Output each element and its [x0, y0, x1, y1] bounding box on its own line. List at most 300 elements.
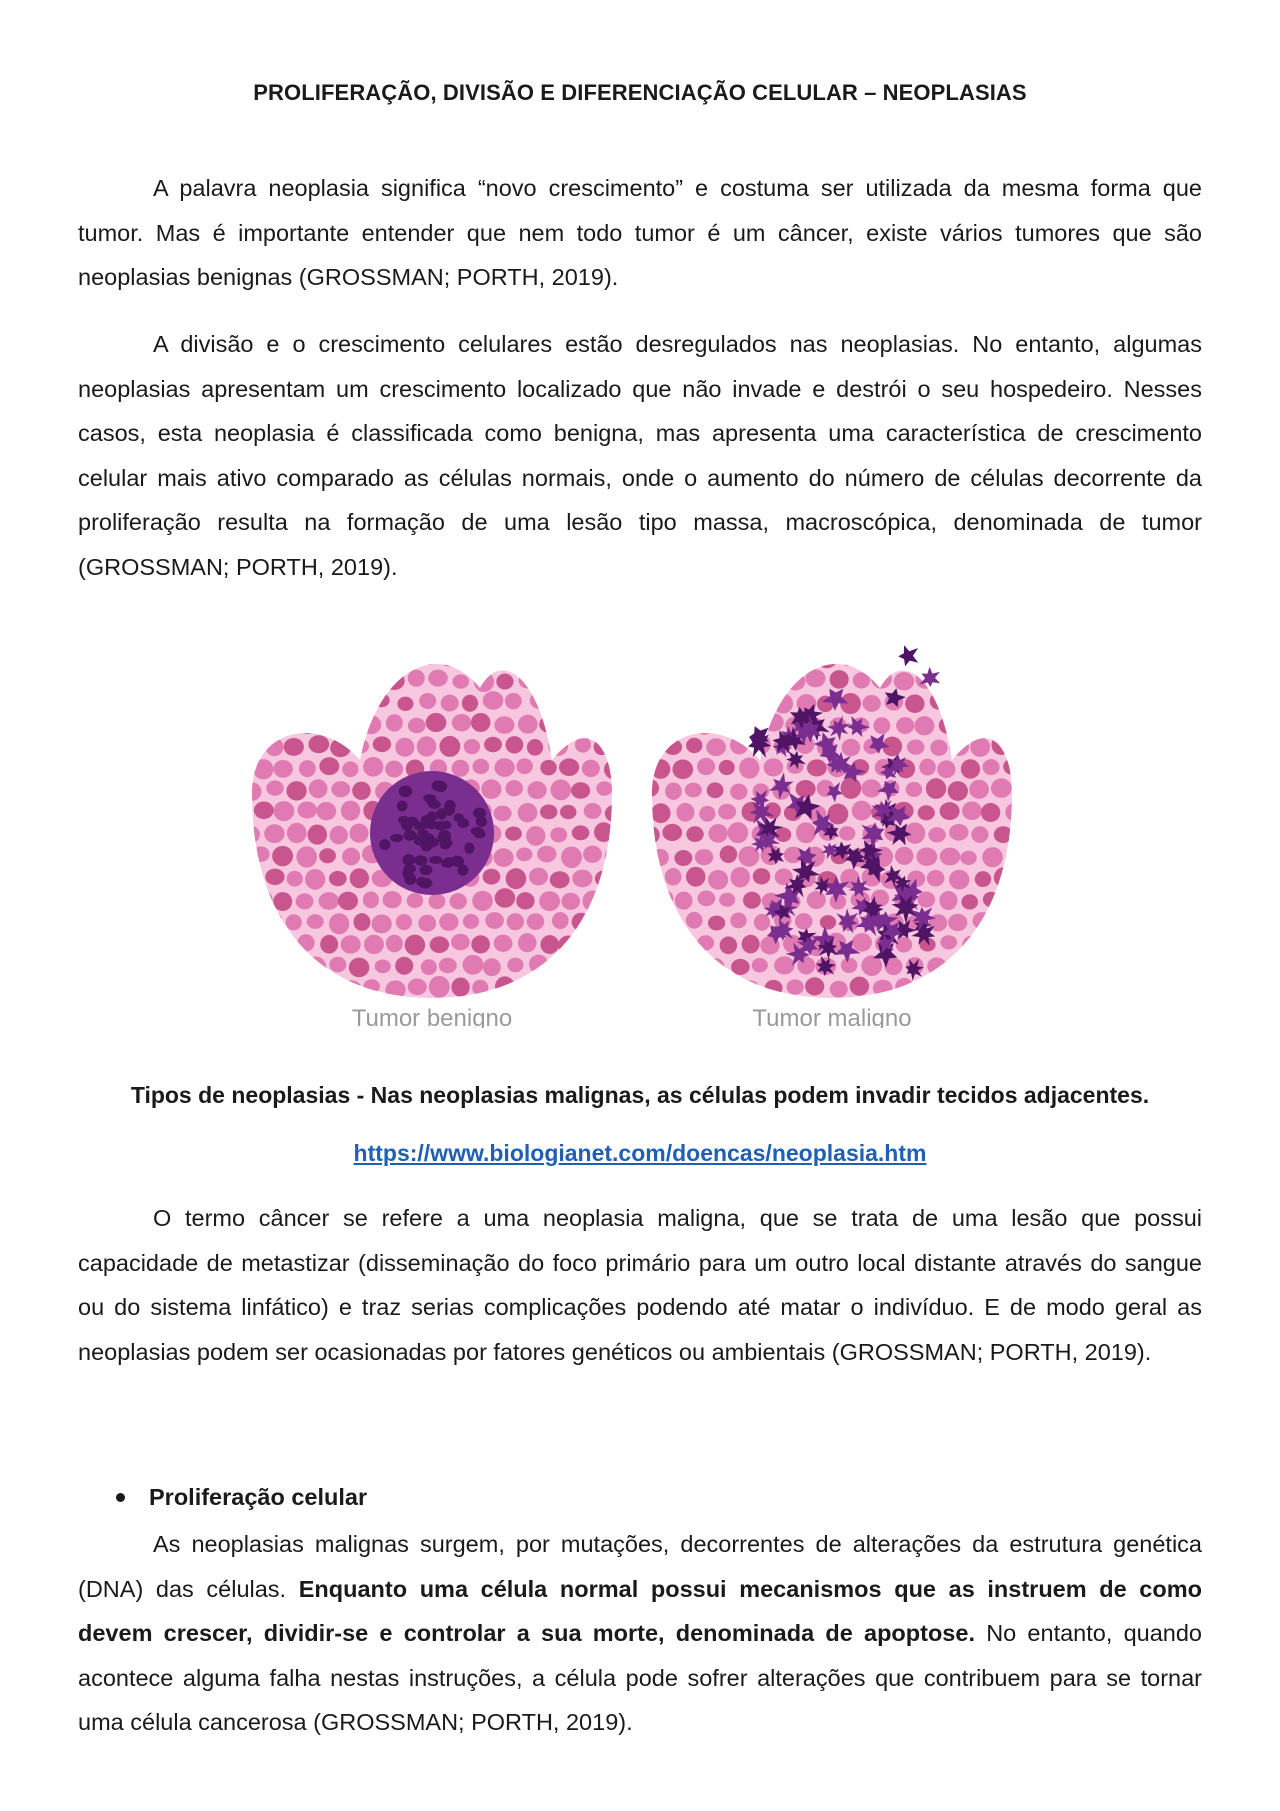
tissue-cell: [743, 892, 761, 909]
tissue-cell: [807, 759, 827, 776]
tissue-cell: [428, 670, 448, 687]
tissue-cell: [605, 847, 624, 865]
tissue-cell: [516, 892, 534, 909]
tissue-cell: [787, 979, 804, 994]
tissue-cell: [710, 695, 727, 711]
tissue-cell: [731, 959, 750, 975]
tissue-cell: [961, 894, 978, 909]
tissue-cell: [940, 848, 961, 866]
tissue-cell: [616, 956, 634, 974]
tissue-cell: [298, 716, 318, 734]
tissue-cell: [353, 913, 370, 931]
tissue-cell: [583, 937, 602, 953]
tissue-cell: [740, 673, 758, 690]
tissue-cell: [719, 760, 735, 775]
tissue-cell: [616, 780, 633, 797]
tissue-cell: [560, 805, 576, 819]
tissue-cell: [582, 760, 600, 778]
tissue-cell: [617, 913, 633, 930]
paragraph-intro: A palavra neoplasia significa “novo crescimento” e costuma ser utilizada da mesma forma que tumor. Mas é importante entender que nem todo tumor é um câncer, existe vários tumores que são neoplasias benignas (GROSSMAN; PORTH, 2019).: [78, 175, 1202, 290]
bullet-icon: [116, 1493, 125, 1502]
tissue-cell: [654, 890, 673, 906]
tissue-cell: [1005, 848, 1025, 867]
tissue-cell: [991, 958, 1012, 976]
tissue-cell: [349, 824, 368, 843]
tissue-cell: [694, 714, 714, 734]
tissue-cell: [686, 912, 703, 929]
tissue-cell: [507, 913, 524, 930]
tissue-cell: [241, 826, 260, 843]
tissue-cell: [240, 800, 251, 819]
tumor-figure: [240, 628, 1040, 1028]
tissue-cell: [308, 647, 328, 666]
tissue-cell: [594, 822, 613, 842]
tissue-cell: [918, 891, 936, 907]
tissue-cell: [255, 935, 272, 951]
tissue-cell: [595, 870, 613, 886]
benign-cell: [443, 804, 455, 816]
tissue-cell: [595, 646, 615, 666]
tissue-cell: [386, 714, 403, 731]
tissue-cell: [364, 935, 384, 954]
paragraph-cancer: O termo câncer se refere a uma neoplasia maligna, que se trata de uma lesão que possui capacidade de metastizar (disseminação do foco primário para um outro local distante através do sangue ou do sistema linfático) e traz serias complicações podendo até matar o indivíduo. E de modo geral as neoplasias podem ser ocasionadas por fatores genéticos ou ambientais (GROSSMAN; PORTH, 2019).: [78, 1205, 1202, 1365]
tissue-cell: [718, 804, 736, 820]
tissue-cell: [540, 760, 556, 775]
tissue-cell: [538, 979, 555, 996]
tissue-cell: [397, 697, 413, 711]
tissue-cell: [916, 979, 932, 994]
tissue-cell: [526, 826, 545, 846]
benign-tumor-mass: [370, 771, 494, 895]
tissue-cell: [632, 847, 648, 863]
tissue-cell: [529, 868, 548, 886]
tissue-cell: [665, 868, 682, 885]
tissue-cell: [330, 647, 351, 667]
benign-cell: [421, 841, 433, 852]
tissue-cell: [439, 647, 458, 666]
tissue-cell: [317, 673, 336, 690]
tissue-cell: [329, 913, 349, 934]
tissue-cell: [732, 693, 749, 710]
tissue-cell: [606, 980, 623, 995]
tissue-cell: [342, 848, 360, 866]
tissue-cell: [395, 738, 414, 757]
tissue-cell: [516, 847, 532, 861]
tissue-cell: [631, 937, 649, 955]
tissue-cell: [752, 958, 768, 972]
tissue-cell: [421, 959, 437, 975]
tissue-cell: [720, 936, 737, 954]
tissue-cell: [272, 846, 293, 866]
tissue-cell: [240, 761, 250, 778]
tissue-cell: [631, 672, 649, 691]
tissue-cell: [861, 955, 882, 976]
tissue-cell: [961, 673, 979, 690]
tissue-cell: [871, 669, 892, 689]
tissue-cell: [265, 869, 284, 885]
tissue-cell: [375, 959, 391, 973]
tissue-cell: [594, 739, 610, 755]
tissue-cell: [707, 782, 724, 798]
tissue-cell: [275, 976, 294, 996]
tissue-cell: [796, 648, 817, 669]
tissue-cell: [551, 779, 571, 800]
benign-cell: [399, 786, 413, 797]
tissue-cell: [895, 978, 913, 996]
tissue-cell: [774, 956, 794, 974]
tissue-cell: [240, 956, 260, 977]
tissue-cell: [930, 692, 948, 709]
tissue-cell: [960, 851, 977, 865]
tissue-cell: [561, 846, 582, 868]
tissue-cell: [651, 849, 668, 866]
tissue-cell: [663, 695, 681, 712]
tissue-cell: [951, 692, 970, 708]
tissue-cell: [419, 647, 439, 665]
tissue-cell: [631, 802, 650, 821]
tissue-cell: [764, 758, 784, 776]
tissue-cell: [507, 958, 523, 973]
tissue-cell: [687, 648, 705, 665]
tissue-cell: [505, 826, 522, 840]
tissue-cell: [853, 672, 870, 688]
tissue-cell: [563, 673, 581, 690]
paragraph-benign: A divisão e o crescimento celulares estão desregulados nas neoplasias. No entanto, algumas neoplasias apresentam um crescimento localizado que não invade e destrói o seu hospedeiro. Nesses casos, esta neoplasia é classificada como benigna, mas apresenta uma característica de crescimento celular mais ativo comparado as células normais, onde o aumento do número de células decorrente da proliferação resulta na formação de uma lesão tipo massa, macroscópica, denominada de tumor (GROSSMAN; PORTH, 2019).: [78, 331, 1202, 580]
tissue-cell: [452, 714, 471, 731]
tissue-cell: [352, 648, 371, 668]
tissue-cell: [559, 758, 579, 776]
tissue-cell: [284, 738, 304, 756]
tissue-cell: [991, 778, 1012, 797]
tissue-cell: [928, 827, 946, 842]
tissue-cell: [961, 977, 982, 998]
tissue-cell: [916, 847, 937, 865]
benign-cell: [464, 843, 474, 854]
tissue-cell: [363, 757, 383, 777]
tissue-cell: [1017, 740, 1034, 755]
tissue-cell: [894, 672, 914, 690]
tissue-cell: [330, 738, 351, 757]
tissue-cell: [643, 695, 662, 712]
tissue-cell: [641, 912, 659, 928]
benign-cell: [421, 820, 431, 829]
tissue-cell: [484, 737, 502, 752]
tissue-cell: [396, 648, 413, 666]
tissue-cell: [449, 893, 466, 909]
tissue-cell: [983, 759, 1000, 775]
tissue-cell: [948, 781, 968, 801]
bullet-title: Proliferação celular: [149, 1484, 368, 1510]
tissue-cell: [252, 846, 270, 862]
tissue-cell: [484, 649, 501, 665]
tissue-cell: [373, 736, 391, 752]
source-link[interactable]: https://www.biologianet.com/doencas/neoplasia.htm: [353, 1140, 927, 1166]
tissue-cell: [607, 715, 623, 731]
tissue-cell: [685, 783, 702, 798]
tissue-cell: [573, 649, 590, 665]
tissue-cell: [773, 694, 793, 714]
tissue-cell: [558, 936, 579, 955]
tissue-cell: [547, 956, 567, 976]
tissue-cell: [850, 977, 870, 996]
tissue-cell: [970, 737, 990, 757]
tissue-cell: [605, 805, 625, 823]
tissue-cell: [830, 670, 849, 689]
tissue-cell: [571, 782, 590, 799]
tissue-cell: [338, 892, 358, 911]
tissue-cell: [676, 803, 694, 822]
tissue-cell: [527, 739, 543, 756]
tissue-cell: [245, 650, 261, 664]
tissue-cell: [241, 694, 259, 711]
tissue-cell: [331, 694, 351, 714]
tissue-cell: [805, 977, 824, 995]
tissue-cell: [983, 892, 999, 907]
tissue-cell: [929, 650, 946, 665]
tissue-cell: [820, 915, 836, 929]
tissue-cell: [472, 980, 488, 996]
tissue-cell: [550, 871, 570, 888]
tissue-cell: [582, 978, 598, 994]
tissue-cell: [540, 804, 557, 819]
tissue-cell: [930, 740, 947, 756]
tissue-cell: [675, 892, 693, 910]
tissue-cell: [926, 778, 946, 799]
tissue-cell: [708, 824, 727, 843]
benign-cell: [429, 856, 443, 864]
tissue-cell: [969, 780, 989, 799]
tissue-cell: [429, 976, 450, 998]
tissue-cell: [361, 715, 381, 734]
tissue-cell: [973, 695, 989, 709]
tissue-cell: [971, 826, 988, 843]
tissue-cell: [276, 936, 295, 956]
tissue-cell: [662, 824, 682, 841]
tissue-cell: [719, 893, 735, 907]
tissue-cell: [969, 649, 989, 667]
tissue-cell: [494, 935, 513, 952]
tissue-cell: [495, 976, 514, 996]
tissue-cell: [949, 824, 968, 841]
tissue-cell: [569, 957, 590, 975]
tissue-cell: [639, 826, 659, 845]
tissue-cell: [973, 912, 992, 929]
benign-cell: [416, 877, 427, 887]
tissue-cell: [840, 693, 861, 714]
tissue-cell: [539, 716, 559, 733]
tissue-cell: [697, 758, 715, 775]
tissue-cell: [742, 935, 760, 954]
tissue-cell: [706, 651, 725, 668]
tissue-cell: [830, 981, 848, 998]
tissue-cell: [527, 781, 546, 799]
tissue-cell: [994, 826, 1013, 843]
tissue-cell: [329, 957, 346, 973]
tissue-cell: [993, 694, 1012, 712]
tissue-cell: [461, 649, 479, 667]
tissue-cell: [630, 889, 650, 909]
tissue-cell: [654, 673, 674, 690]
tissue-cell: [493, 848, 513, 867]
tissue-cell: [395, 957, 413, 975]
tissue-cell: [575, 737, 591, 753]
tissue-cell: [273, 714, 291, 732]
tissue-cell: [1017, 825, 1034, 843]
tissue-cell: [1016, 782, 1035, 798]
tissue-cell: [796, 780, 816, 798]
tissue-cell: [298, 982, 315, 997]
tissue-cell: [307, 914, 324, 929]
benign-cell: [473, 808, 486, 819]
tissue-cell: [349, 958, 370, 978]
tissue-cell: [960, 713, 978, 731]
tissue-cell: [695, 849, 714, 865]
tissue-cell: [527, 913, 545, 930]
tissue-cell: [949, 960, 966, 976]
tissue-cell: [253, 976, 274, 996]
tissue-cell: [559, 978, 578, 995]
tissue-cell: [962, 801, 982, 820]
tissue-cell: [730, 736, 748, 755]
paragraph-proliferation: [78, 1522, 1202, 1745]
tissue-cell: [253, 890, 273, 909]
tissue-cell: [940, 935, 957, 949]
tissue-cell: [730, 784, 747, 800]
tissue-cell: [494, 716, 514, 734]
tissue-cell: [518, 715, 538, 734]
tissue-cell: [550, 651, 569, 668]
tissue-cell: [273, 892, 292, 911]
tissue-cell: [841, 777, 862, 798]
p4-end: No entanto, quando acontece alguma falha nestas instruções, a célula pode sofrer alterações que contribuem para se tornar uma célula cancerosa (GROSSMAN; PORTH, 2019).: [78, 1620, 1202, 1735]
tissue-cell: [495, 888, 515, 908]
tissue-cell: [993, 911, 1011, 929]
tissue-cell: [318, 977, 338, 997]
tissue-cell: [673, 979, 693, 996]
tissue-cell: [240, 934, 248, 951]
tissue-cell: [1005, 803, 1024, 822]
tissue-cell: [451, 977, 469, 996]
tissue-cell: [299, 760, 316, 777]
tissue-cell: [652, 716, 671, 732]
tissue-cell: [651, 759, 670, 779]
tissue-cell: [841, 958, 858, 973]
benign-cell: [471, 827, 484, 836]
tissue-cell: [286, 958, 305, 975]
tissue-cell: [949, 737, 969, 756]
tissue-cell: [305, 869, 325, 890]
tissue-cell: [265, 738, 283, 756]
tissue-cell: [698, 673, 716, 691]
tissue-cell: [707, 958, 724, 975]
tissue-cell: [584, 803, 602, 819]
tissue-cell: [676, 670, 695, 688]
tissue-cell: [481, 779, 501, 799]
tissue-cell: [1016, 868, 1035, 886]
tissue-cell: [286, 781, 306, 800]
tissue-cell: [506, 868, 527, 889]
tissue-cell: [342, 761, 358, 777]
tissue-cell: [994, 867, 1014, 888]
tissue-cell: [982, 936, 1002, 954]
tissue-cell: [652, 933, 671, 951]
tissue-cell: [548, 735, 568, 755]
tissue-cell: [686, 738, 702, 753]
tissue-cell: [264, 959, 281, 976]
tissue-cell: [286, 651, 305, 668]
tissue-cell: [583, 846, 602, 863]
benign-cell: [397, 800, 408, 811]
tissue-cell: [664, 739, 683, 755]
tissue-cell: [253, 759, 273, 779]
tissue-cell: [991, 735, 1011, 755]
tissue-cell: [606, 673, 625, 691]
tissue-cell: [419, 693, 436, 709]
tissue-cell: [1003, 714, 1022, 734]
tissue-cell: [662, 648, 682, 665]
benign-cell: [404, 829, 416, 841]
tissue-cell: [309, 694, 326, 709]
tissue-cell: [240, 892, 252, 911]
tissue-cell: [740, 980, 760, 998]
benign-cell: [404, 864, 417, 873]
tissue-cell: [873, 717, 890, 734]
tissue-cell: [552, 912, 569, 929]
p4-bold: Enquanto uma célula normal possui mecanismos que as instruem de como devem crescer, dividir-se e controlar a sua morte, denominada de apoptose.: [78, 1575, 1202, 1646]
tissue-cell: [994, 647, 1014, 667]
tissue-cell: [583, 717, 602, 734]
tissue-cell: [254, 801, 274, 819]
tissue-cell: [729, 650, 747, 667]
benign-cell: [434, 781, 445, 791]
tissue-cell: [418, 915, 436, 932]
tissue-cell: [981, 803, 1000, 822]
tissue-cell: [405, 935, 425, 956]
tissue-cell: [264, 824, 284, 843]
tissue-cell: [615, 647, 633, 666]
tissue-cell: [730, 867, 750, 888]
tissue-cell: [266, 781, 283, 796]
benign-cell: [414, 855, 427, 865]
tissue-cell: [774, 646, 795, 667]
malignant-cell: [898, 645, 918, 666]
tissue-cell: [439, 913, 458, 931]
tissue-cell: [716, 976, 736, 997]
tissue-cell: [244, 913, 261, 929]
tissue-cell: [373, 651, 391, 667]
tissue-cell: [538, 672, 558, 690]
tissue-cell: [644, 649, 661, 666]
tumor-illustration: [240, 628, 1040, 1028]
tissue-cell: [1008, 979, 1025, 995]
tissue-cell: [287, 823, 307, 844]
tissue-cell: [616, 693, 634, 710]
benign-cell: [428, 800, 441, 809]
tissue-cell: [307, 825, 327, 845]
benign-cell: [379, 839, 390, 850]
tissue-cell: [363, 891, 379, 908]
tissue-cell: [505, 736, 523, 753]
tissue-cell: [441, 695, 459, 712]
tissue-cell: [530, 692, 548, 709]
tissue-cell: [308, 735, 329, 753]
tissue-cell: [316, 716, 336, 736]
tissue-cell: [596, 781, 612, 795]
tissue-cell: [982, 847, 1003, 867]
tissue-cell: [430, 936, 449, 953]
tissue-cell: [472, 891, 493, 911]
tissue-cell: [493, 806, 511, 822]
